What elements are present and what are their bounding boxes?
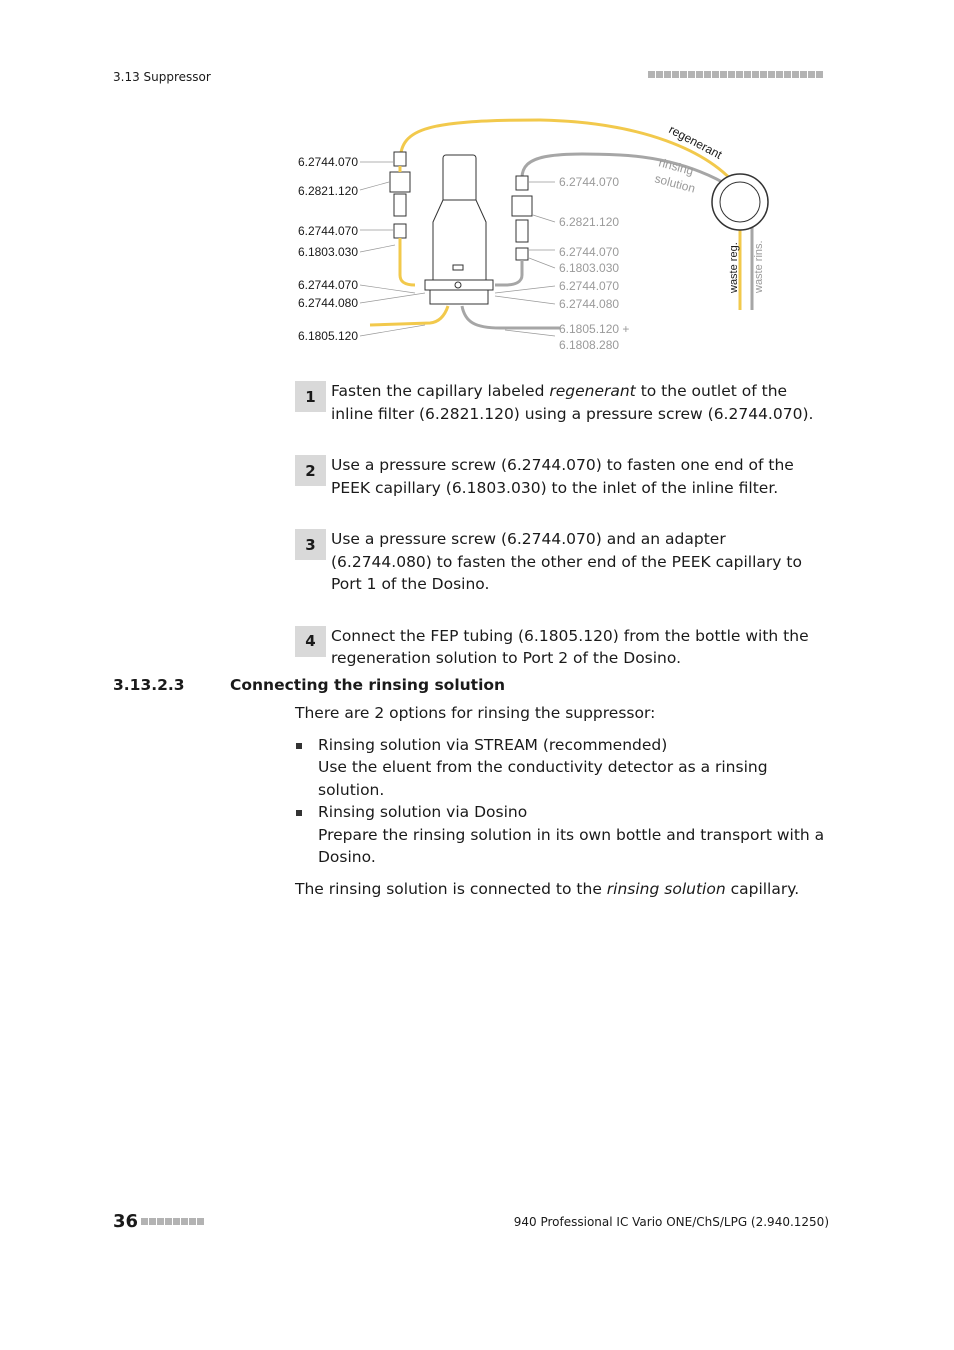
suppressor-connection-figure xyxy=(290,110,790,360)
figure-left-label: 6.1805.120 xyxy=(297,329,358,343)
step-text: Fasten the capillary labeled regenerant to the outlet of the inline filter (6.2821.120) using a pressure screw (6.2744.070). xyxy=(331,382,814,423)
figure-left-label: 6.2821.120 xyxy=(297,184,358,198)
footer-doc-title: 940 Professional IC Vario ONE/ChS/LPG (2.940.1250) xyxy=(513,1215,829,1229)
instruction-steps xyxy=(295,380,835,699)
figure-right-label: 6.2744.070 xyxy=(559,279,620,293)
section-intro: There are 2 options for rinsing the suppressor: xyxy=(295,704,656,722)
figure-right-label: 6.2744.070 xyxy=(559,245,620,259)
footer-dots-decoration xyxy=(141,1218,204,1225)
section-body xyxy=(295,702,835,900)
list-item: Rinsing solution via STREAM (recommended) Use the eluent from the conductivity detector as a rinsing solution. xyxy=(295,734,835,802)
section-closing: The rinsing solution is connected to the rinsing solution capillary. xyxy=(295,879,800,898)
figure-right-label: 6.2821.120 xyxy=(559,215,620,229)
step-text: Use a pressure screw (6.2744.070) and an adapter (6.2744.080) to fasten the other end of the PEEK capillary to Port 1 of the Dosino. xyxy=(331,530,802,593)
step-text: Connect the FEP tubing (6.1805.120) from the bottle with the regeneration solution to Port 2 of the Dosino. xyxy=(331,626,809,667)
figure-left-label: 6.2744.080 xyxy=(297,296,358,310)
figure-left-label: 6.2744.070 xyxy=(297,278,358,292)
waste-reg-label: waste reg. xyxy=(728,242,740,293)
list-item: Rinsing solution via Dosino Prepare the rinsing solution in its own bottle and transport with a Dosino. xyxy=(295,801,835,869)
rinsing-label: rinsing xyxy=(657,155,696,179)
figure-right-label: 6.2744.070 xyxy=(559,175,620,189)
header-dots-decoration xyxy=(648,71,823,78)
header-section-label: 3.13 Suppressor xyxy=(113,70,211,84)
section-title: Connecting the rinsing solution xyxy=(230,676,506,694)
figure-right-label: 6.1808.280 xyxy=(559,338,620,352)
regenerant-label: regenerant xyxy=(666,122,725,162)
step-1 xyxy=(295,380,835,425)
step-3 xyxy=(295,528,835,596)
figure-left-label: 6.2744.070 xyxy=(297,224,358,238)
waste-rins-label: waste rins. xyxy=(753,240,765,293)
step-number: 3 xyxy=(295,529,326,560)
section-number: 3.13.2.3 xyxy=(113,676,185,694)
figure-right-label: 6.1803.030 xyxy=(559,261,620,275)
step-2 xyxy=(295,454,835,499)
figure-left-label: 6.2744.070 xyxy=(297,155,358,169)
solution-label: solution xyxy=(653,171,697,196)
step-number: 2 xyxy=(295,455,326,486)
step-number: 1 xyxy=(295,381,326,412)
page-number: 36 xyxy=(113,1211,139,1232)
step-4 xyxy=(295,625,835,670)
step-text: Use a pressure screw (6.2744.070) to fasten one end of the PEEK capillary (6.1803.030) to the inlet of the inline filter. xyxy=(331,456,794,497)
figure-left-label: 6.1803.030 xyxy=(297,245,358,259)
figure-right-label: 6.1805.120 + xyxy=(559,322,630,336)
options-list xyxy=(295,734,835,869)
figure-right-label: 6.2744.080 xyxy=(559,297,620,311)
step-number: 4 xyxy=(295,626,326,657)
